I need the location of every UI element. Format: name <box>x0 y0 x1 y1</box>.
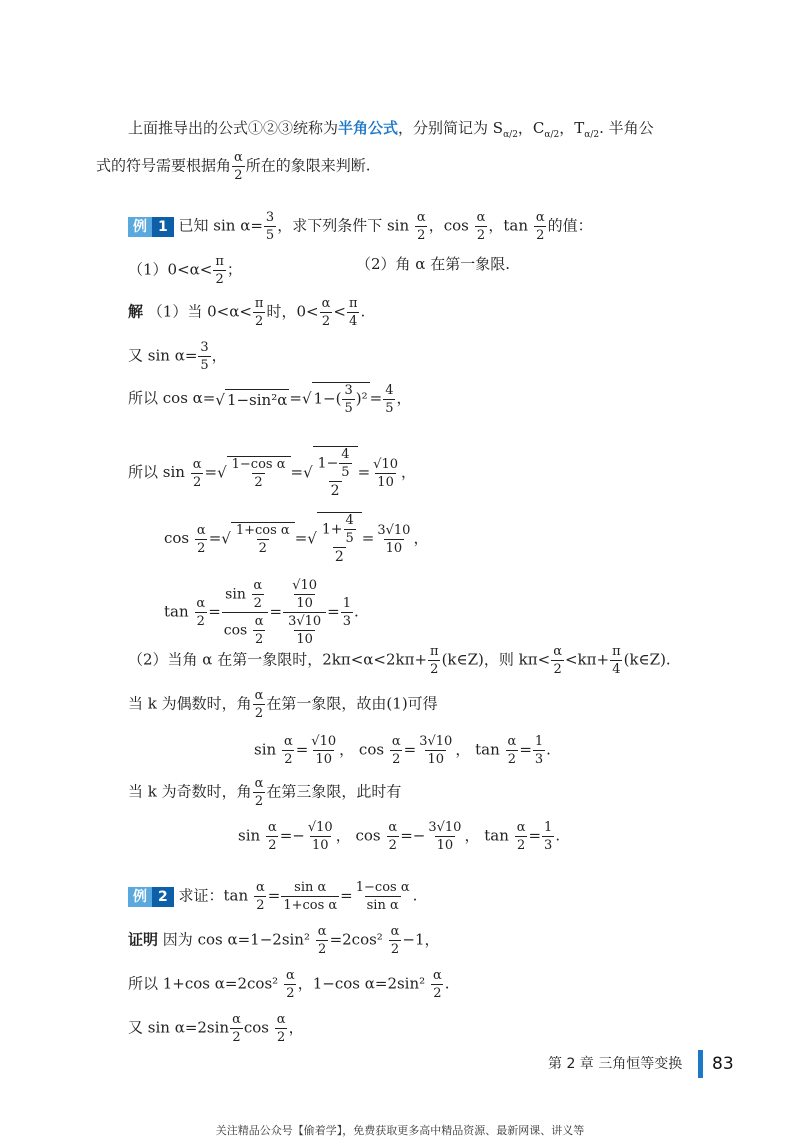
solution-line-3: 所以 cos α=√ 1−sin²α =√ 1−( $\frac{3}{5}$ )² = $\frac{4}{5}$ ， <box>128 382 412 416</box>
solution-line-5: cos $\frac{\alpha}{2}$ =√ $\frac{\text{1+cos α}}{2}$ =√ 1+ $\frac{4}{5}$ 2 = $\frac{3√10}{10}$ ， <box>164 513 429 565</box>
chapter-divider-bar <box>698 1050 703 1078</box>
example-2-label: 例 2 <box>128 887 174 907</box>
solution-part-2: （2）当角 α 在第一象限时，2kπ<α<2kπ+ $\frac{\pi}{2}$ (k∈Z)，则 kπ< $\frac{\alpha}{2}$ <kπ+ $\frac{\pi}{4}$ (k∈Z). <box>128 644 671 677</box>
proof-line-2: 所以 1+cos α=2cos² $\frac{\alpha}{2}$ ，1−cos α=2sin² $\frac{\alpha}{2}$ . <box>128 968 450 1001</box>
chapter-title: 第 2 章 三角恒等变换 <box>548 1056 683 1072</box>
intro-line-1: 上面推导出的公式①②③统称为半角公式，分别简记为 $S_{\alpha/2}$，$C_{\alpha/2}$，$T_{\alpha/2}$. 半角公 <box>128 119 654 140</box>
solution-label: 解 <box>128 302 144 321</box>
example-1-condition-2: （2）角 α 在第一象限. <box>356 255 510 273</box>
example-2-statement: 例 2 求证：tan $\frac{\alpha}{2}$ = $\frac{\text{sin α}}{\text{1+cos α}}$ = $\frac{\text{1−cos α}}{\text{sin α}}$ . <box>128 880 417 913</box>
proof-line-1: 证明 因为 cos α=1−2sin² $\frac{\alpha}{2}$ =2cos² $\frac{\alpha}{2}$ −1， <box>128 924 440 957</box>
fraction: $\frac{\alpha}{2}$ <box>234 150 243 183</box>
half-angle-term: 半角公式 <box>338 119 399 137</box>
solution-odd-result: sin $\frac{\alpha}{2}$ =− $\frac{√10}{10}$ ， cos $\frac{\alpha}{2}$ =− $\frac{3√10}{10}$ ， tan $\frac{\alpha}{2}$ = $\frac{1}{3}$ . <box>238 820 561 853</box>
solution-line-4: 所以 sin $\frac{\alpha}{2}$ =√ $\frac{\text{1−cos α}}{2}$ =√ 1− $\frac{4}{5}$ 2 = $\frac{√10}{10}$ ， <box>128 447 416 499</box>
solution-line-1: 解 （1）当 0<α< $\frac{\pi}{2}$ 时，0< $\frac{\alpha}{2}$ < $\frac{\pi}{4}$ . <box>128 296 366 329</box>
solution-even-result: sin $\frac{\alpha}{2}$ = $\frac{√10}{10}$ ， cos $\frac{\alpha}{2}$ = $\frac{3√10}{10}$ ， tan $\frac{\alpha}{2}$ = $\frac{1}{3}$ . <box>254 734 551 767</box>
watermark-note: 关注精品公众号【偷着学】，免费获取更多高中精品资源、最新网课、讲义等 <box>215 1124 585 1137</box>
solution-line-6: tan $\frac{\alpha}{2}$ = sin $\frac{\alpha}{2}$ cos $\frac{\alpha}{2}$ = $\frac{\frac{√10}{10}}{\frac{3√10}{10}}$ = $\frac{1}{3}$ . <box>164 578 359 647</box>
example-1-statement: 例 1 已知 sin α= $\frac{3}{5}$ ，求下列条件下 sin $\frac{\alpha}{2}$ ，cos $\frac{\alpha}{2}$ ，tan $\frac{\alpha}{2}$ 的值： <box>128 210 593 243</box>
page-number: 83 <box>712 1054 734 1074</box>
solution-even-k: 当 k 为偶数时，角 $\frac{\alpha}{2}$ 在第一象限，故由(1)可得 <box>128 688 438 721</box>
example-1-condition-1: （1）0<α< $\frac{\pi}{2}$ ； <box>128 254 242 287</box>
solution-line-2: 又 sin α= $\frac{3}{5}$ ， <box>128 340 227 373</box>
example-1-label: 例 1 <box>128 217 174 237</box>
proof-line-3: 又 sin α=2sin $\frac{\alpha}{2}$ cos $\frac{\alpha}{2}$ ， <box>128 1012 304 1045</box>
proof-label: 证明 <box>128 930 159 949</box>
solution-odd-k: 当 k 为奇数时，角 $\frac{\alpha}{2}$ 在第三象限，此时有 <box>128 776 402 809</box>
intro-line-2: 式的符号需要根据角 $\frac{\alpha}{2}$ 所在的象限来判断. <box>96 150 371 183</box>
